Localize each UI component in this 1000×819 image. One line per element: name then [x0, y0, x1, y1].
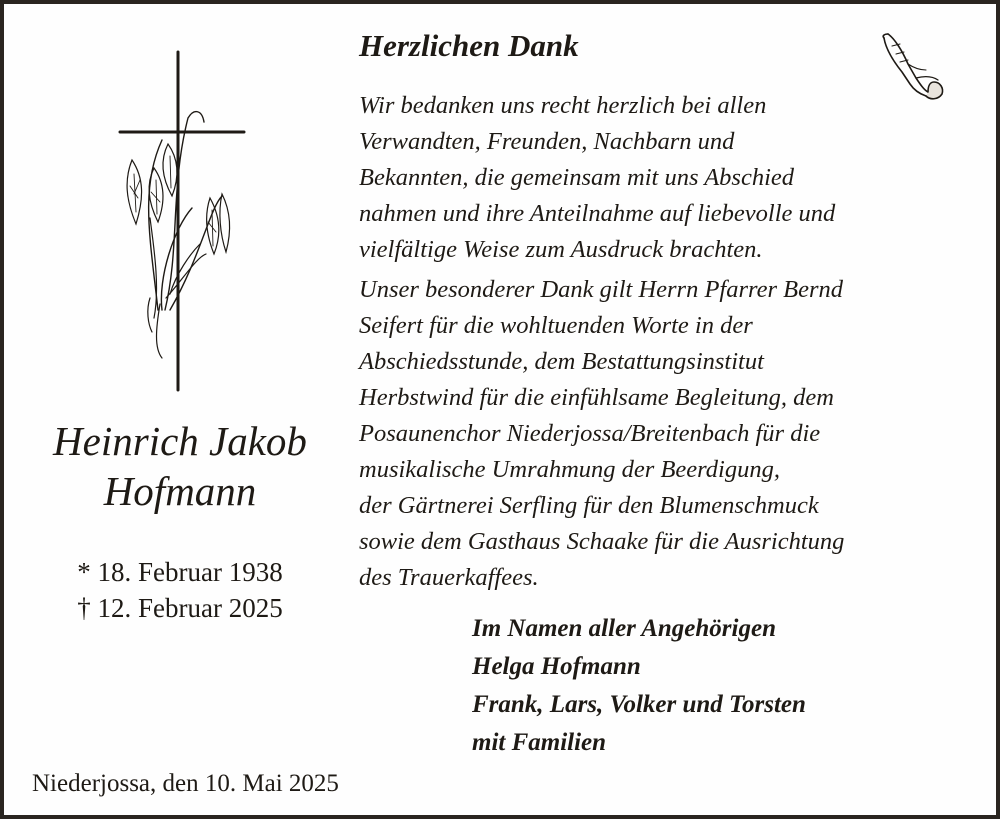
paragraph-line: Posaunenchor Niederjossa/Breitenbach für die — [359, 420, 821, 447]
paragraph-line: Verwandten, Freunden, Nachbarn und — [359, 128, 735, 155]
paragraph-line: des Trauerkaffees. — [359, 564, 539, 591]
thanks-heading: Herzlichen Dank — [359, 28, 579, 63]
paragraph-line: Bekannten, die gemeinsam mit uns Abschied — [359, 164, 795, 191]
thanks-paragraph-2 — [359, 272, 979, 596]
birth-date: * 18. Februar 1938 — [77, 557, 283, 587]
paragraph-line: Seifert für die wohltuenden Worte in der — [359, 312, 753, 339]
paragraph-line: Abschiedsstunde, dem Bestattungsinstitut — [359, 348, 764, 375]
place-and-date: Niederjossa, den 10. Mai 2025 — [32, 770, 339, 797]
paragraph-line: der Gärtnerei Serfling für den Blumenschmuck — [359, 492, 819, 519]
paragraph-line: sowie dem Gasthaus Schaake für die Ausrichtung — [359, 528, 845, 555]
deceased-name-line1: Heinrich Jakob — [53, 418, 307, 464]
signature-line: Helga Hofmann — [472, 653, 641, 680]
paragraph-line: musikalische Umrahmung der Beerdigung, — [359, 456, 780, 483]
signature-line: Frank, Lars, Volker und Torsten — [472, 691, 806, 718]
signature-line: mit Familien — [472, 729, 607, 756]
thanks-paragraph-1 — [359, 88, 979, 268]
cross-with-wheat-icon — [110, 48, 256, 394]
paragraph-line: Herbstwind für die einfühlsame Begleitung, dem — [359, 384, 834, 411]
deceased-name-line2: Hofmann — [103, 468, 257, 514]
signature-line: Im Namen aller Angehörigen — [472, 615, 776, 642]
signature-block — [472, 610, 806, 762]
death-date: † 12. Februar 2025 — [77, 593, 283, 623]
deceased-name — [32, 416, 328, 516]
life-dates — [32, 554, 328, 626]
paragraph-line: nahmen und ihre Anteilnahme auf liebevolle und — [359, 200, 836, 227]
paragraph-line: vielfältige Weise zum Ausdruck brachten. — [359, 236, 763, 263]
paragraph-line: Unser besonderer Dank gilt Herrn Pfarrer Bernd — [359, 276, 844, 303]
paragraph-line: Wir bedanken uns recht herzlich bei allen — [359, 92, 767, 119]
